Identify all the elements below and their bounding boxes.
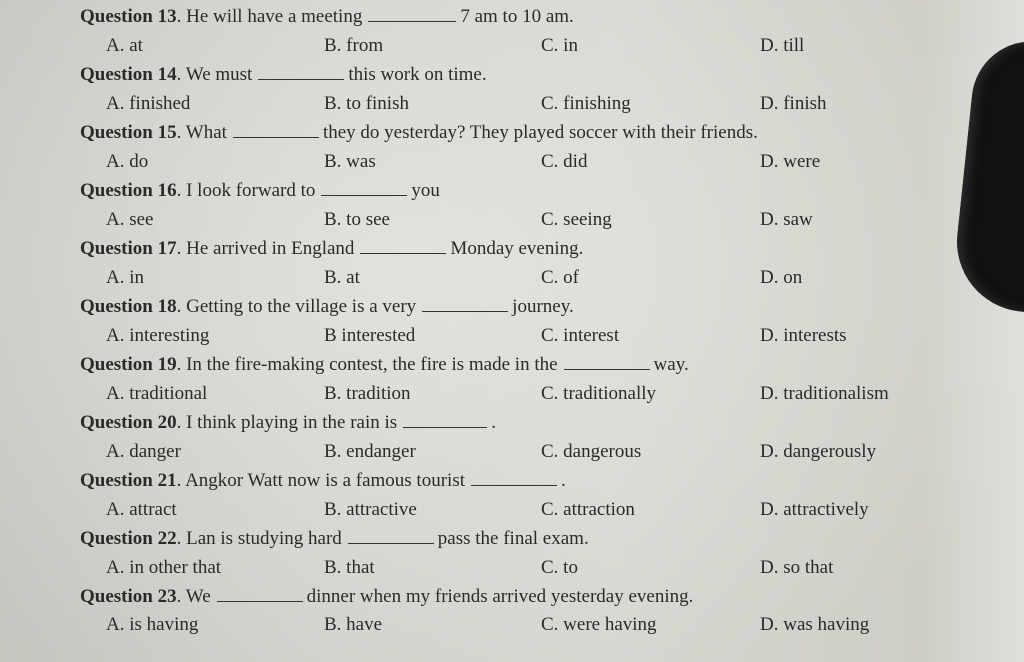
question-text-after: you [411, 180, 440, 201]
option-b: B. was [324, 151, 376, 172]
question-text-before: He will have a meeting [186, 6, 363, 27]
question-label: Question 14 [80, 64, 177, 85]
answer-blank [348, 542, 434, 544]
question-text-before: We must [185, 64, 253, 85]
answer-blank [217, 600, 303, 602]
answer-blank [233, 136, 319, 138]
question-16: Question 16. I look forward to you [80, 180, 440, 201]
question-label: Question 21 [80, 470, 177, 491]
answer-blank [422, 310, 508, 312]
question-text-after: dinner when my friends arrived yesterday evening. [306, 586, 694, 607]
option-d: D. was having [760, 614, 870, 635]
answer-blank [258, 78, 344, 80]
answer-blank [368, 20, 456, 22]
question-label: Question 17 [80, 238, 177, 259]
option-b: B. at [324, 267, 360, 288]
answer-blank [471, 484, 557, 486]
question-text-before: Getting to the village is a very [186, 296, 417, 317]
answer-blank [564, 368, 650, 370]
option-a: A. traditional [106, 383, 208, 404]
question-text-before: Angkor Watt now is a famous tourist [185, 470, 465, 491]
option-d: D. till [760, 35, 805, 56]
question-text-after: Monday evening. [450, 238, 584, 259]
question-text-before: I look forward to [186, 180, 316, 201]
question-label: Question 23 [80, 586, 177, 607]
question-text-after: way. [653, 354, 689, 375]
option-a: A. at [106, 35, 143, 56]
option-c: C. of [541, 267, 579, 288]
question-23: Question 23. We dinner when my friends arrived yesterday evening. [80, 586, 694, 607]
option-a: A. see [106, 209, 154, 230]
question-label: Question 18 [80, 296, 177, 317]
option-a: A. in other that [106, 557, 222, 578]
option-a: A. do [106, 151, 149, 172]
option-a: A. interesting [106, 325, 210, 346]
option-c: C. interest [541, 325, 620, 346]
option-a: A. finished [106, 93, 191, 114]
option-d: D. finish [760, 93, 827, 114]
answer-blank [360, 252, 446, 254]
option-d: D. traditionalism [760, 383, 889, 404]
question-text-after: . [561, 470, 566, 491]
question-label: Question 20 [80, 412, 177, 433]
option-b: B. from [324, 35, 384, 56]
option-b: B. attractive [324, 499, 417, 520]
question-text-after: journey. [512, 296, 574, 317]
question-19: Question 19. In the fire-making contest, the fire is made in the way. [80, 354, 689, 375]
question-20: Question 20. I think playing in the rain is . [80, 412, 496, 433]
option-c: C. finishing [541, 93, 631, 114]
answer-blank [403, 426, 487, 428]
option-c: C. did [541, 151, 588, 172]
question-text-after: . [491, 412, 496, 433]
option-a: A. in [106, 267, 144, 288]
answer-blank [321, 194, 407, 196]
question-text-after: pass the final exam. [437, 528, 589, 549]
question-text-after: they do yesterday? They played soccer with their friends. [322, 122, 758, 143]
option-c: C. in [541, 35, 578, 56]
option-c: C. to [541, 557, 578, 578]
option-b: B. to finish [324, 93, 409, 114]
option-d: D. interests [760, 325, 847, 346]
question-text-before: What [185, 122, 227, 143]
option-a: A. danger [106, 441, 181, 462]
option-c: C. dangerous [541, 441, 642, 462]
option-d: D. dangerously [760, 441, 877, 462]
question-label: Question 16 [80, 180, 177, 201]
question-text-before: He arrived in England [186, 238, 355, 259]
question-14: Question 14. We must this work on time. [80, 64, 487, 85]
option-c: C. traditionally [541, 383, 657, 404]
option-a: A. attract [106, 499, 177, 520]
question-text-before: We [185, 586, 211, 607]
question-15: Question 15. What they do yesterday? They played soccer with their friends. [80, 122, 758, 143]
option-d: D. attractively [760, 499, 869, 520]
question-label: Question 13 [80, 6, 177, 27]
option-b: B. endanger [324, 441, 416, 462]
question-label: Question 22 [80, 528, 177, 549]
option-d: D. saw [760, 209, 813, 230]
question-label: Question 15 [80, 122, 177, 143]
question-label: Question 19 [80, 354, 177, 375]
option-d: D. so that [760, 557, 834, 578]
option-b: B interested [324, 325, 416, 346]
option-c: C. seeing [541, 209, 612, 230]
question-text-before: I think playing in the rain is [186, 412, 398, 433]
option-b: B. to see [324, 209, 390, 230]
option-a: A. is having [106, 614, 199, 635]
question-22: Question 22. Lan is studying hard pass the final exam. [80, 528, 589, 549]
option-d: D. were [760, 151, 821, 172]
question-text-before: Lan is studying hard [186, 528, 342, 549]
option-c: C. were having [541, 614, 657, 635]
question-text-after: this work on time. [348, 64, 487, 85]
option-b: B. tradition [324, 383, 411, 404]
question-17: Question 17. He arrived in England Monday evening. [80, 238, 584, 259]
question-text-after: 7 am to 10 am. [460, 6, 574, 27]
question-text-before: In the fire-making contest, the fire is made in the [186, 354, 558, 375]
option-c: C. attraction [541, 499, 635, 520]
question-21: Question 21. Angkor Watt now is a famous tourist . [80, 470, 566, 491]
question-13: Question 13. He will have a meeting 7 am to 10 am. [80, 6, 574, 27]
question-18: Question 18. Getting to the village is a very journey. [80, 296, 574, 317]
option-b: B. have [324, 614, 383, 635]
option-d: D. on [760, 267, 803, 288]
option-b: B. that [324, 557, 375, 578]
